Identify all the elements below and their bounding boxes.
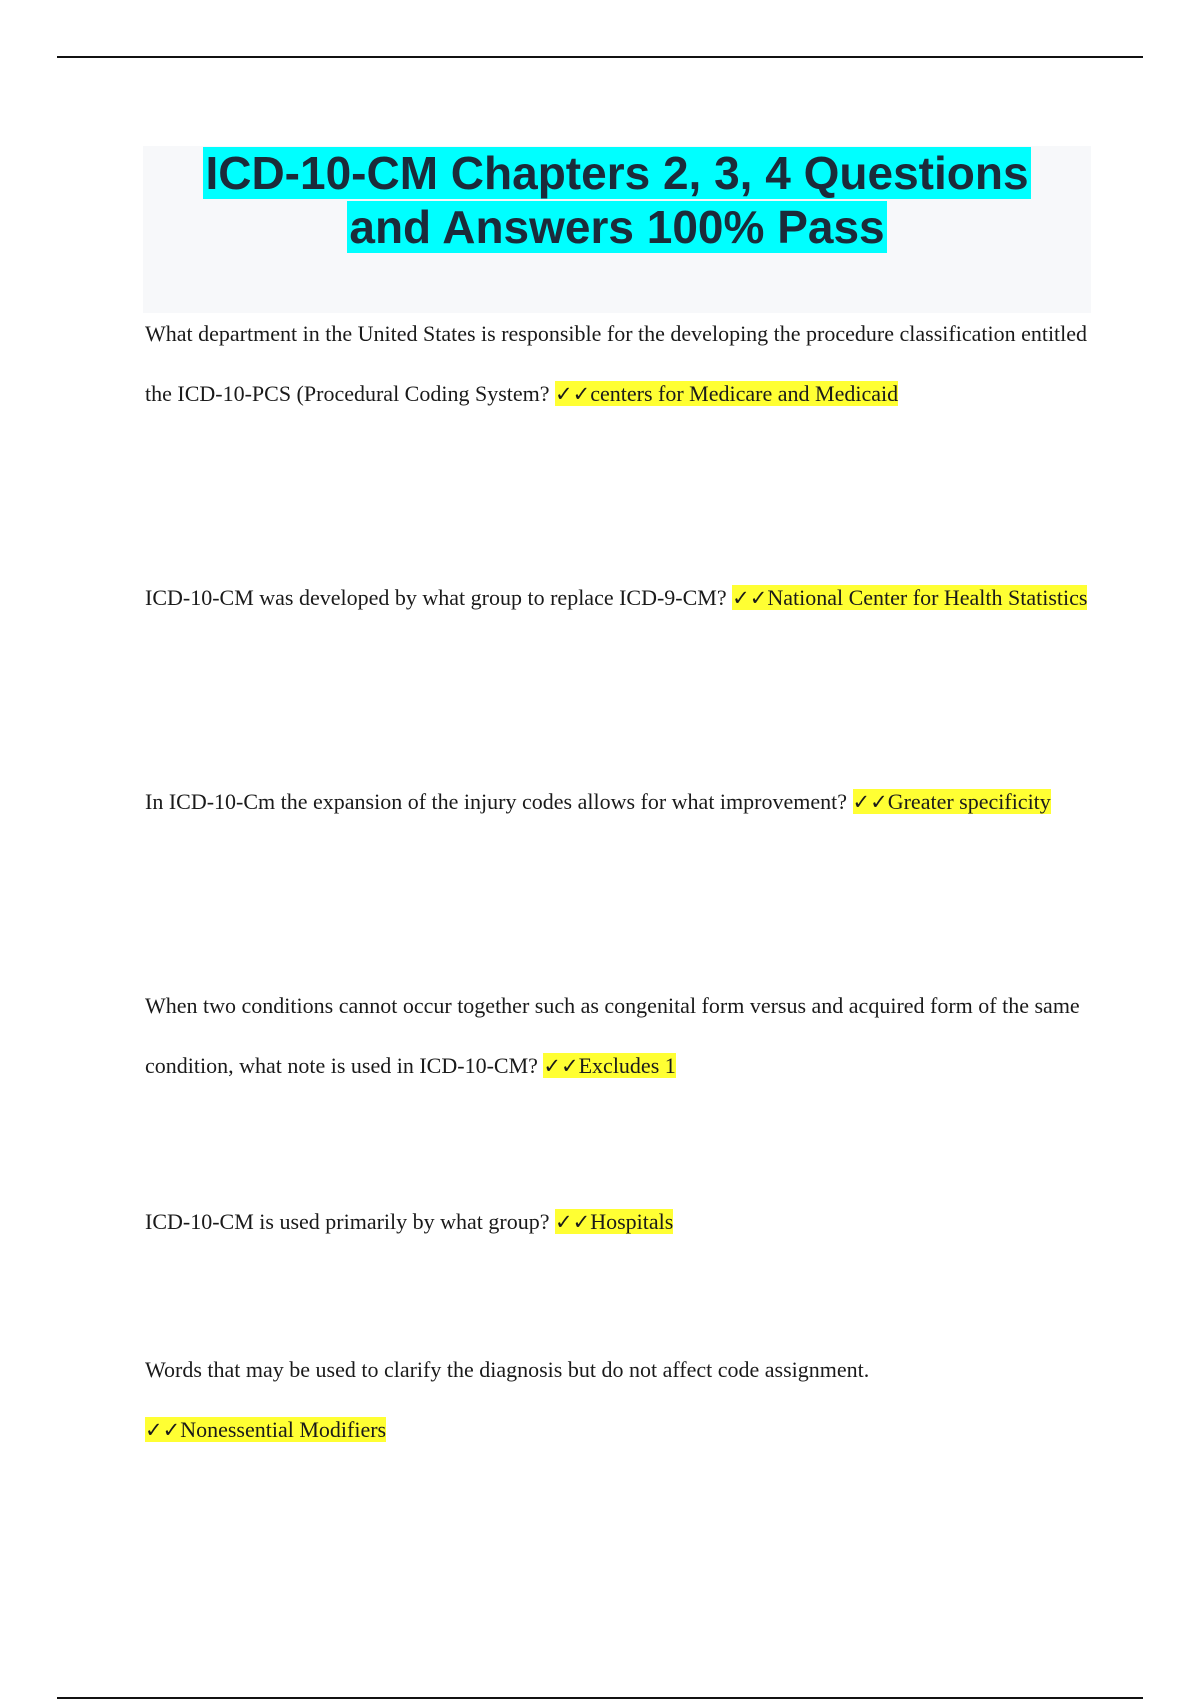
answer-text: centers for Medicare and Medicaid [590, 381, 899, 406]
answer-highlight [145, 1417, 386, 1442]
qa-item [145, 568, 1090, 628]
double-check-icon: ✓✓ [852, 790, 888, 814]
question-text: What department in the United States is responsible for the developing the procedure classification entitled the ICD-10-PCS (Procedural Coding System? [145, 321, 1088, 406]
qa-item [145, 772, 1090, 832]
question-text: In ICD-10-Cm the expansion of the injury codes allows for what improvement? [145, 789, 848, 814]
document-title: ICD-10-CM Chapters 2, 3, 4 Questions and Answers 100% Pass [205, 147, 1029, 253]
answer-highlight [555, 381, 898, 406]
question-text: When two conditions cannot occur together such as congenital form versus and acquired form of the same condition, what note is used in ICD-10-CM? [145, 993, 1080, 1078]
question-text: Words that may be used to clarify the diagnosis but do not affect code assignment. [145, 1357, 870, 1382]
answer-text: National Center for Health Statistics [767, 585, 1088, 610]
header-rule [57, 56, 1143, 58]
double-check-icon: ✓✓ [145, 1418, 181, 1442]
footer-rule [57, 1697, 1143, 1699]
answer-highlight [555, 1209, 673, 1234]
qa-item [145, 1192, 1090, 1252]
question-text: ICD-10-CM was developed by what group to replace ICD-9-CM? [145, 585, 727, 610]
qa-item [145, 304, 1090, 424]
double-check-icon: ✓✓ [543, 1054, 579, 1078]
double-check-icon: ✓✓ [555, 382, 591, 406]
answer-highlight [732, 585, 1087, 610]
answer-text: Excludes 1 [578, 1053, 676, 1078]
double-check-icon: ✓✓ [555, 1210, 591, 1234]
qa-item [145, 976, 1090, 1096]
double-check-icon: ✓✓ [732, 586, 768, 610]
answer-highlight [853, 789, 1051, 814]
qa-item [145, 1340, 1090, 1460]
answer-text: Hospitals [590, 1209, 674, 1234]
answer-highlight [543, 1053, 675, 1078]
title-banner [143, 146, 1091, 313]
answer-text: Greater specificity [887, 789, 1051, 814]
answer-text: Nonessential Modifiers [180, 1417, 387, 1442]
question-text: ICD-10-CM is used primarily by what group? [145, 1209, 550, 1234]
